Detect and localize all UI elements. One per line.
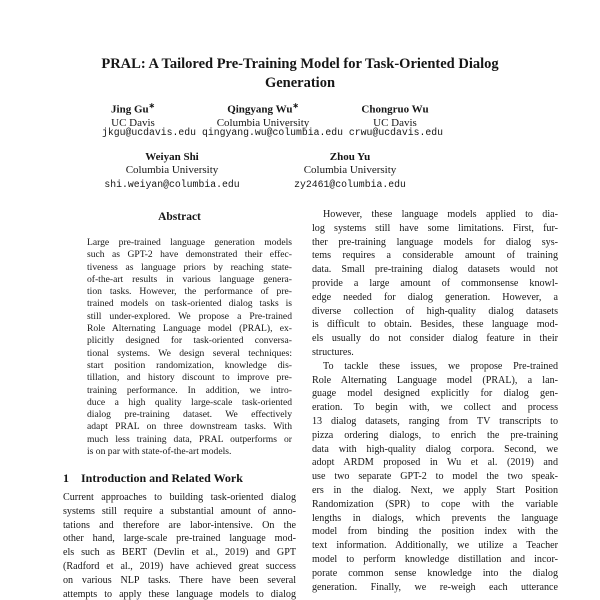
author-emails-row1: jkgu@ucdavis.edu qingyang.wu@columbia.edu crwu@ucdavis.edu xyxy=(102,127,443,138)
section-title: Introduction and Related Work xyxy=(81,471,243,485)
author-email: shi.weiyan@columbia.edu xyxy=(104,178,240,190)
abstract-heading: Abstract xyxy=(158,211,201,223)
intro-paragraph-left: Current approaches to building task-oriented dialog systems still require a substantial amount of anno- tations and therefore are labor-intensive. On the other hand, large-scale pre-trained language mod- els such as BERT (Devlin et al., 2019) and GPT (Radford et al., 2019) have achieved great success on various NLP tasks. There have been several attempts to apply these language models to dialog xyxy=(63,492,296,600)
author-affiliation: UC Davis xyxy=(373,116,417,129)
author-name: Zhou Yu xyxy=(329,151,371,163)
section-number: 1 xyxy=(63,471,69,485)
paper-title-line-2: Generation xyxy=(264,74,336,91)
paper-title-line-1: PRAL: A Tailored Pre-Training Model for Task-Oriented Dialog xyxy=(101,56,499,72)
author-name-text: Qingyang Wu xyxy=(227,103,293,116)
author-footnote-mark: ∗ xyxy=(292,101,299,110)
author-footnote-mark: ∗ xyxy=(148,101,155,110)
author-affiliation: UC Davis xyxy=(111,116,155,129)
author-affiliation: Columbia University xyxy=(125,164,219,176)
right-paragraph-1: However, these language models applied to dia- log systems still have some limitations. First, fur- ther pre-training language models for dialog sys- tems requires a considerable amount of training data. Small pre-training dialog datasets would not provide a large amount of commonsense knowl- edge needed for dialog generation. However, a diverse collection of high-quality dialog datasets is difficult to obtain. Besides, these language mod- els usually do not consider dialog feature in their structures. xyxy=(312,209,558,358)
author-email: zy2461@columbia.edu xyxy=(294,178,406,190)
author-affiliation: Columbia University xyxy=(303,164,397,176)
right-paragraph-2: To tackle these issues, we propose Pre-trained Role Alternating Language model (PRAL), a lan- guage model designed explicitly for dialog gen- eration. To begin with, we collect and process 13 dialog datasets, ranging from TV transcripts to pizza ordering dialogs, to enrich the pre-training data with high-quality dialog corpora. Second, we adopt ARDM proposed in Wu et al. (2019) and use two separate GPT-2 to model the two speak- ers in the dialog. Next, we apply Start Position Randomization (SPR) to cope with the variable lengths in dialogs, which prevents the language model from binding the position index with the text information. Additionally, we utilize a Teacher model to perform knowledge distillation and incor- porate common sense knowledge into the dialog generation. Finally, we re-weigh each utterance xyxy=(312,360,558,593)
author-zhou-yu xyxy=(270,151,430,191)
author-affiliation: Columbia University xyxy=(216,116,310,129)
author-name: Weiyan Shi xyxy=(145,151,199,163)
abstract-text: Large pre-trained language generation models such as GPT-2 have demonstrated their effec- tiveness as language priors by reaching state- of-the-art results in various language genera- tion tasks. However, the performance of pre- trained models on task-oriented dialog tasks is still under-explored. We propose a Pre-trained Role Alternating Language model (PRAL), ex- plicitly designed for task-oriented conversa- tional systems. We design several techniques: start position randomization, knowledge dis- tillation, and history discount to improve pre- training performance. In addition, we intro- duce a high quality large-scale task-oriented dialog pre-training dataset. We effectively adapt PRAL on three downstream tasks. With much less training data, PRAL outperforms or is on par with state-of-the-art models. xyxy=(87,237,292,458)
author-name-text: Chongruo Wu xyxy=(361,103,429,116)
author-name xyxy=(325,99,465,117)
author-name xyxy=(193,99,333,117)
author-name-text: Jing Gu xyxy=(111,103,149,116)
author-name xyxy=(63,99,203,117)
right-column xyxy=(312,208,558,594)
paper-title xyxy=(0,55,600,92)
section-1-heading xyxy=(63,471,296,486)
author-weiyan-shi xyxy=(92,151,252,191)
